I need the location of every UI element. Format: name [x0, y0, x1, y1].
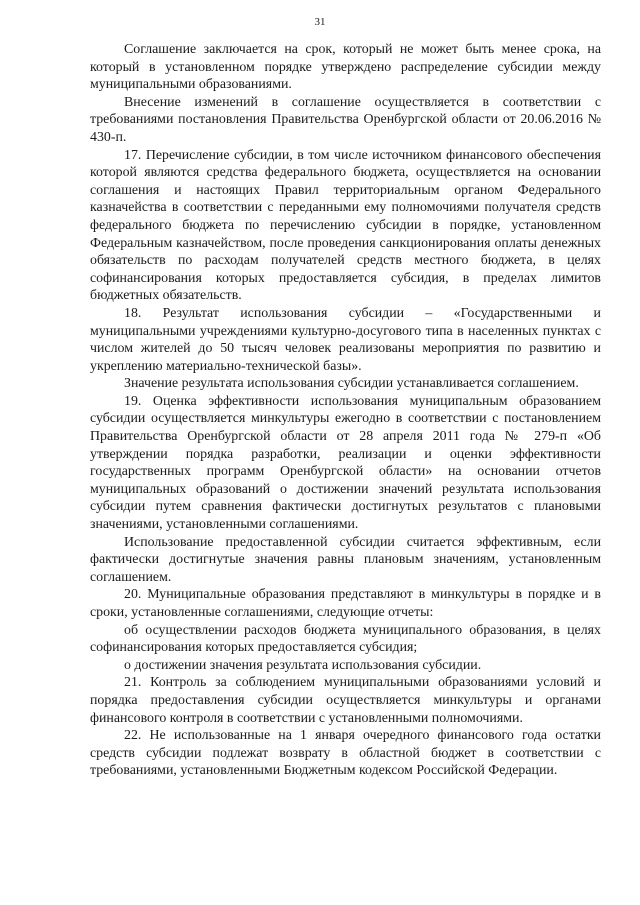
- page-number: 31: [314, 16, 326, 28]
- paragraph-effective-use: Использование предоставленной субсидии считается эффективным, если фактически достигнутые значения равны плановым значениям, установленным соглашением.: [90, 534, 601, 585]
- paragraph-21-control: 21. Контроль за соблюдением муниципальными образованиями условий и порядка предоставления субсидии осуществляется минкультуры и органами финансового контроля в соответствии с установленными полномочиями.: [90, 675, 601, 726]
- paragraph-19-evaluation: 19. Оценка эффективности использования муниципальным образованием субсидии осуществляется минкультуры ежегодно в соответствии с постановлением Правительства Оренбургской области от 28 апреля 2011 года № 279-п «Об утверждении порядка разработки, реализации и оценки эффективности государственных программ Оренбургской области» на основании отчетов муниципальных образований о достижении значений результата использования субсидии путем сравнения фактически достигнутых результатов с плановыми значениями, установленными соглашениями.: [90, 393, 601, 533]
- paragraph-18-result: 18. Результат использования субсидии – «Государственными и муниципальными учреждениями культурно-досугового типа в населенных пунктах с числом жителей до 50 тысяч человек реализованы мероприятия по развитию и укреплению материально-технической базы».: [90, 305, 601, 374]
- paragraph-22-return: 22. Не использованные на 1 января очередного финансового года остатки средств субсидии подлежат возврату в областной бюджет в соответствии с требованиями, установленными Бюджетным кодексом Российской Федерации.: [90, 728, 601, 779]
- list-item-expenses-report: об осуществлении расходов бюджета муниципального образования, в целях софинансирования которых предоставляется субсидия;: [90, 622, 601, 656]
- document-body: [90, 41, 601, 780]
- paragraph-17-transfer: 17. Перечисление субсидии, в том числе источником финансового обеспечения которой являются средства федерального бюджета, осуществляется на основании соглашения и настоящих Правил территориальным органом Федерального казначейства в соответствии с переданными ему полномочиями получателя средств федерального бюджета по перечислению субсидии в порядке, установленном Федеральным казначейством, после проведения санкционирования оплаты денежных обязательств по расходам получателей средств местного бюджета, в целях софинансирования которых предоставляется субсидия, в пределах лимитов бюджетных обязательств.: [90, 147, 601, 304]
- paragraph-20-reports: 20. Муниципальные образования представляют в минкультуры в порядке и в сроки, установленные соглашениями, следующие отчеты:: [90, 587, 601, 620]
- paragraph-agreement-term: Соглашение заключается на срок, который не может быть менее срока, на который в установленном порядке утверждено распределение субсидии между муниципальными образованиями.: [90, 42, 601, 93]
- paragraph-result-value: Значение результата использования субсидии устанавливается соглашением.: [124, 376, 579, 392]
- paragraph-agreement-changes: Внесение изменений в соглашение осуществляется в соответствии с требованиями постановления Правительства Оренбургской области от 20.06.2016 № 430-п.: [90, 94, 601, 145]
- list-item-result-report: о достижении значения результата использования субсидии.: [124, 657, 482, 673]
